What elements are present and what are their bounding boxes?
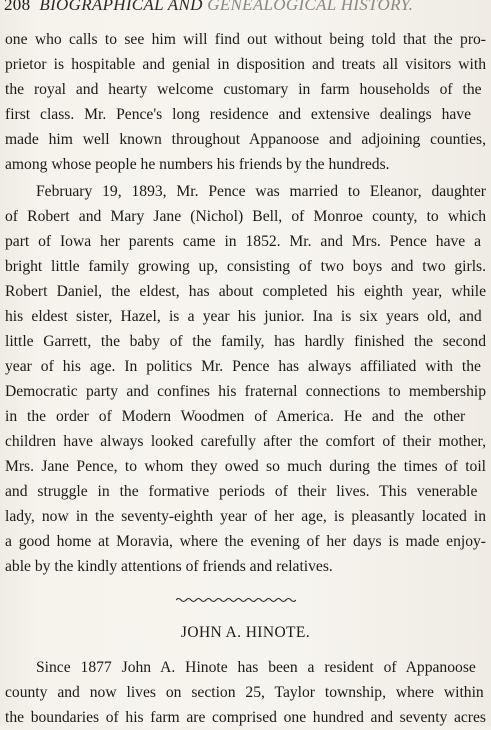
text-line: the boundaries of his farm are comprised one hundred and seventy acres: [5, 709, 486, 726]
text-line: Democratic party and confines his fraternal connections to membership: [5, 383, 486, 400]
text-line: and struggle in the formative periods of their lives. This venerable: [5, 483, 478, 500]
running-header: [4, 0, 413, 15]
page-number: 208: [4, 0, 31, 14]
text-line: able by the kindly attentions of friends and relatives.: [5, 558, 333, 575]
text-line: his eldest sister, Hazel, is a year his junior. Ina is six years old, and: [5, 308, 482, 325]
running-title-visible: BIOGRAPHICAL AND: [39, 0, 208, 14]
running-title-faded: GENEALOGICAL HISTORY.: [207, 0, 414, 14]
text-line: county and now lives on section 25, Taylor township, where within: [5, 684, 484, 701]
wavy-rule-ornament: [176, 596, 296, 604]
text-line: in the order of Modern Woodmen of America. He and the other: [5, 408, 466, 425]
text-line: year of his age. In politics Mr. Pence has always affiliated with the: [5, 358, 481, 375]
text-line: February 19, 1893, Mr. Pence was married to Eleanor, daughter: [36, 183, 486, 200]
text-line: prietor is hospitable and genial in disposition and treats all visitors with: [5, 56, 486, 73]
running-title: [39, 0, 413, 14]
text-line: Since 1877 John A. Hinote has been a resident of Appanoose: [36, 659, 476, 676]
text-line: part of Iowa her parents came in 1852. Mr. and Mrs. Pence have a: [5, 233, 482, 250]
text-line: among whose people he numbers his friends by the hundreds.: [5, 156, 390, 173]
text-line: Robert Daniel, the eldest, has about completed his eighth year, while: [5, 283, 486, 300]
text-line: children have always looked carefully after the comfort of their mother,: [5, 433, 486, 450]
section-heading: JOHN A. HINOTE.: [180, 624, 311, 641]
text-line: one who calls to see him will find out without being told that the pro-: [5, 31, 486, 48]
text-line: made him well known throughout Appanoose and adjoining counties,: [5, 131, 486, 148]
text-line: a good home at Moravia, where the evening of her days is made enjoy-: [5, 533, 486, 550]
text-line: lady, now in the seventy-eighth year of her age, is pleasantly located in: [5, 508, 486, 525]
text-line: Mrs. Jane Pence, to whom they owed so much during the times of toil: [5, 458, 486, 475]
text-line: the royal and hearty welcome customary in farm households of the: [5, 81, 482, 98]
text-line: little Garrett, the baby of the family, has hardly finished the second: [5, 333, 486, 350]
text-line: bright little family growing up, consisting of two boys and two girls.: [5, 258, 486, 275]
text-line: first class. Mr. Pence's long residence and extensive dealings have: [5, 106, 472, 123]
text-line: of Robert and Mary Jane (Nichol) Bell, of Monroe county, to which: [5, 208, 486, 225]
